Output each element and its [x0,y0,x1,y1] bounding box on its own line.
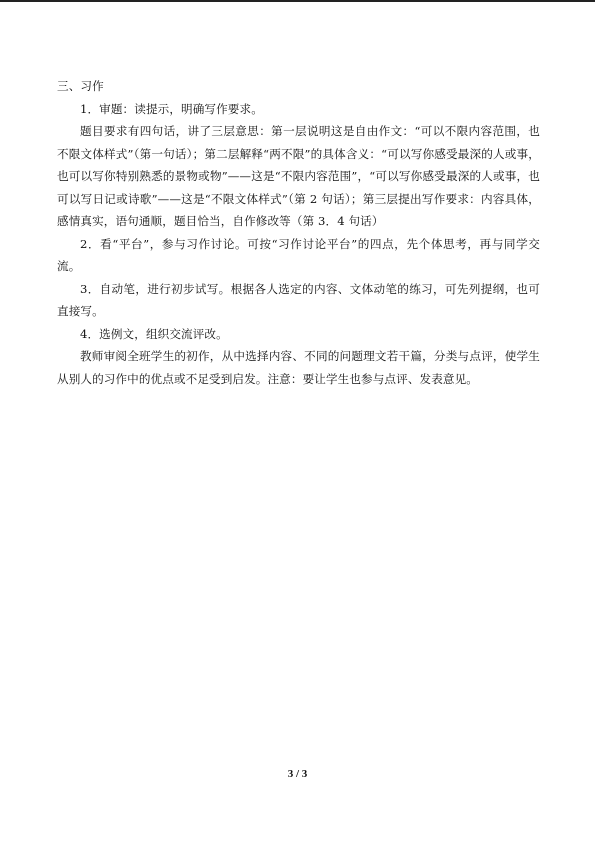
paragraph-teacher-review: 教师审阅全班学生的初作，从中选择内容、不同的问题理文若干篇，分类与点评，使学生从别人的习作中的优点或不足受到启发。注意：要让学生也参与点评、发表意见。 [57,349,540,386]
page-number: 3 / 3 [287,768,308,780]
paragraph-step-4: 4．选例文，组织交流评改。 [80,326,228,341]
document-body [57,75,540,390]
top-rule [0,0,595,2]
paragraph-requirements: 题目要求有四句话，讲了三层意思：第一层说明这是自由作文：“可以不限内容范围，也不限文体样式”（第一句话）；第二层解释“两不限”的具体含义：“可以写你感受最深的人或事，也可以写你特别熟悉的景物或物”——这是“不限内容范围”，“可以写你感受最深的人或事，也可以写日记或诗歌”——这是“不限文体样式”（第 2 句话）；第三层提出写作要求：内容具体，感情真实，语句通顺，题目恰当，自作修改等（第 3．4 句话） [57,124,540,228]
paragraph-step-3: 3．自动笔，进行初步试写。根据各人选定的内容、文体动笔的练习，可先列提纲，也可直接写。 [57,281,540,318]
section-heading: 三、习作 [57,79,104,93]
paragraph-step-1: 1．审题：读提示，明确写作要求。 [80,101,263,116]
paragraph-step-2: 2．看“平台”，参与习作讨论。可按“习作讨论平台”的四点，先个体思考，再与同学交流。 [57,236,540,273]
